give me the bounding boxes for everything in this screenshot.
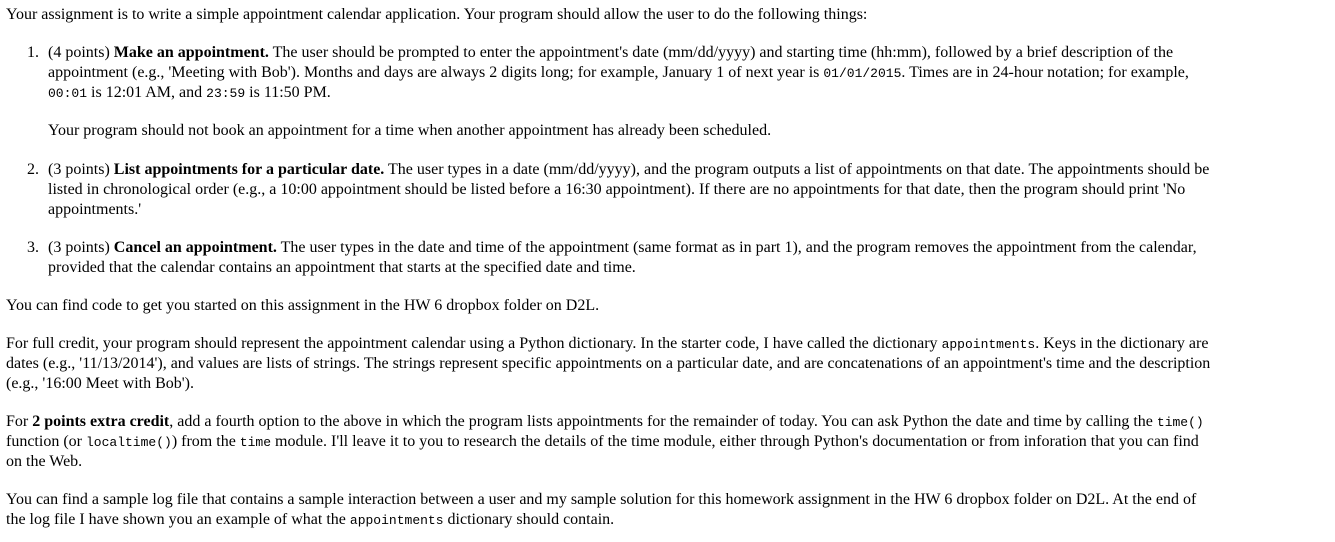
- item-line: (3 points) List appointments for a particular date. The user types in a date (mm/dd/yyyy), and the program outputs a list of appointments on that date. The appointments should be: [48, 161, 1210, 178]
- extra-credit-bold: 2 points extra credit: [32, 413, 170, 430]
- item-line: 00:01 is 12:01 AM, and 23:59 is 11:50 PM.: [48, 84, 331, 101]
- item-line: listed in chronological order (e.g., a 10:00 appointment should be listed before a 16:30 appointment). If there are no appointments for that date, then the program should print 'No: [48, 181, 1186, 198]
- item-line: appointment (e.g., 'Meeting with Bob'). Months and days are always 2 digits long; for example, January 1 of next year is 01/01/2015. Times are in 24-hour notation; for example,: [48, 64, 1189, 81]
- item-line: (4 points) Make an appointment. The user should be prompted to enter the appointment's date (mm/dd/yyyy) and starting time (hh:mm), followed by a brief description of the: [48, 44, 1174, 61]
- item-line: (3 points) Cancel an appointment. The user types in the date and time of the appointment (same format as in part 1), and the program removes the appointment from the calendar,: [48, 239, 1197, 256]
- item-line: appointments.': [48, 201, 142, 218]
- paragraph-line: For 2 points extra credit, add a fourth option to the above in which the program lists appointments for the remainder of today. You can ask Python the date and time by calling the time(): [6, 413, 1204, 430]
- item-line: provided that the calendar contains an appointment that starts at the specified date and time.: [48, 259, 636, 276]
- intro-paragraph: Your assignment is to write a simple appointment calendar application. Your program should allow the user to do the following things:: [6, 6, 868, 23]
- item-heading: Cancel an appointment.: [113, 239, 277, 256]
- inline-code: localtime(): [85, 435, 172, 450]
- paragraph-line: function (or localtime()) from the time module. I'll leave it to you to research the details of the time module, either through Python's documentation or from inforation that you can find: [6, 433, 1199, 450]
- item-number: 2.: [27, 161, 39, 178]
- paragraph-line: the log file I have shown you an example of what the appointments dictionary should contain.: [6, 511, 615, 528]
- item-number: 1.: [27, 44, 39, 61]
- inline-code: 01/01/2015: [823, 66, 902, 81]
- inline-code: time: [239, 435, 272, 450]
- inline-code: 00:01: [48, 86, 88, 101]
- inline-code: time(): [1156, 415, 1204, 430]
- inline-code: appointments: [349, 513, 444, 528]
- item-heading: Make an appointment.: [113, 44, 269, 61]
- paragraph-line: You can find a sample log file that contains a sample interaction between a user and my sample solution for this homework assignment in the HW 6 dropbox folder on D2L. At the end of: [6, 491, 1197, 508]
- item-heading: List appointments for a particular date.: [113, 161, 385, 178]
- inline-code: appointments: [941, 337, 1036, 352]
- paragraph-line: on the Web.: [6, 453, 83, 470]
- inline-code: 23:59: [206, 86, 246, 101]
- paragraph-line: dates (e.g., '11/13/2014'), and values are lists of strings. The strings represent specific appointments on a particular date, and are concatenations of an appointment's time and the description: [6, 355, 1211, 372]
- paragraph-line: For full credit, your program should represent the appointment calendar using a Python dictionary. In the starter code, I have called the dictionary appointments. Keys in the dictionary are: [6, 335, 1209, 352]
- paragraph-line: (e.g., '16:00 Meet with Bob').: [6, 375, 194, 392]
- starter-paragraph: You can find code to get you started on this assignment in the HW 6 dropbox folder on D2L.: [6, 297, 600, 314]
- item-number: 3.: [27, 239, 39, 256]
- item-note: Your program should not book an appointment for a time when another appointment has already been scheduled.: [48, 122, 772, 139]
